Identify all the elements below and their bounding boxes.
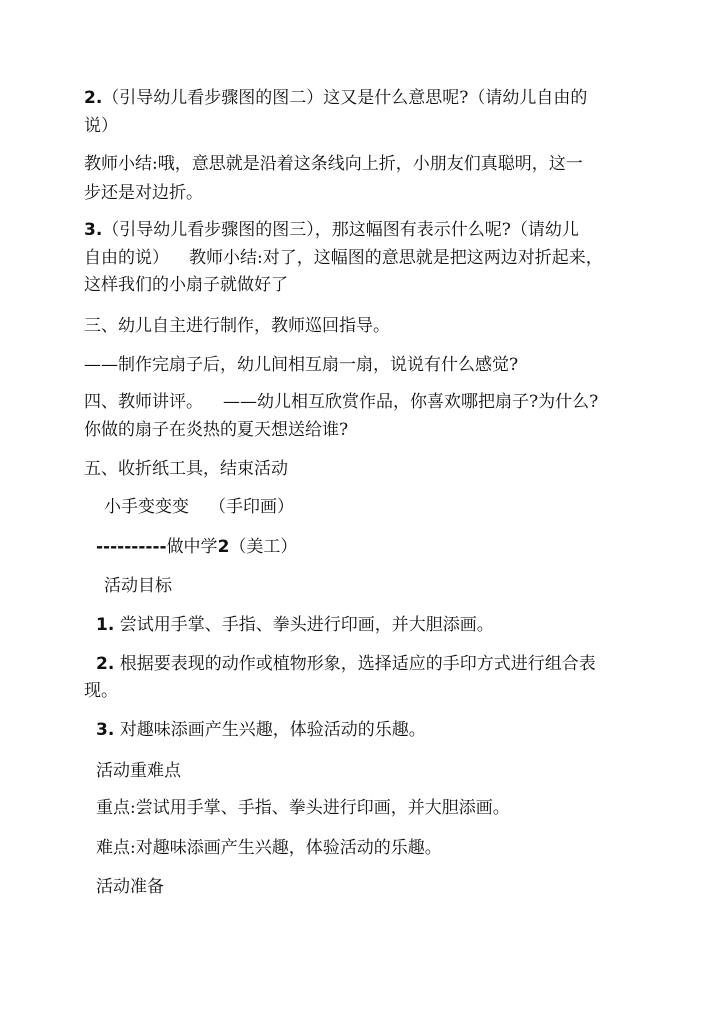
paragraph-step3-line1 xyxy=(84,219,664,241)
goal-number: 1. xyxy=(96,615,115,635)
difficult-point: 难点:对趣味添画产生兴趣，体验活动的乐趣。 xyxy=(96,838,442,858)
goal-1 xyxy=(96,614,676,636)
goal-2-line1 xyxy=(96,653,676,675)
paragraph-dash-note: ——制作完扇子后，幼儿间相互扇一扇，说说有什么感觉? xyxy=(84,355,519,375)
step-text: （引导幼儿看步骤图的图三），那这幅图有表示什么呢?（请幼儿 xyxy=(102,220,579,240)
paragraph-summary-line2: 步还是对边折。 xyxy=(84,183,203,203)
section-heading-3: 三、幼儿自主进行制作，教师巡回指导。 xyxy=(84,316,390,336)
activity-title-main: 小手变变变 xyxy=(104,497,189,517)
category-number: 2 xyxy=(217,537,230,557)
step-text-part2: 教师小结:对了，这幅图的意思就是把这两边对折起来， xyxy=(189,248,603,268)
goal-text: 对趣味添画产生兴趣，体验活动的乐趣。 xyxy=(119,720,426,740)
goal-number: 2. xyxy=(96,654,115,674)
heading-goals: 活动目标 xyxy=(104,576,172,596)
activity-title-sub: （手印画） xyxy=(209,497,294,517)
goal-2-line2: 现。 xyxy=(84,681,118,701)
paragraph-step2-line2: 说） xyxy=(84,116,118,136)
heading-key-points: 活动重难点 xyxy=(96,761,181,781)
section-heading-4-line2: 你做的扇子在炎热的夏天想送给谁? xyxy=(84,420,349,440)
key-point: 重点:尝试用手掌、手指、拳头进行印画，并大胆添画。 xyxy=(96,798,510,818)
dash-rule: ---------- xyxy=(96,537,167,557)
paragraph-summary-line1: 教师小结:哦，意思就是沿着这条线向上折，小朋友们真聪明，这一 xyxy=(84,154,583,174)
goal-text: 尝试用手掌、手指、拳头进行印画，并大胆添画。 xyxy=(119,615,494,635)
step-text-part1: 自由的说） xyxy=(84,248,169,268)
heading-continuation: ——幼儿相互欣赏作品，你喜欢哪把扇子?为什么? xyxy=(223,392,599,412)
goal-number: 3. xyxy=(96,720,115,740)
heading-preparation: 活动准备 xyxy=(96,877,164,897)
step-number: 3. xyxy=(84,220,103,240)
step-text: （引导幼儿看步骤图的图二）这又是什么意思呢?（请幼儿自由的 xyxy=(102,88,588,108)
activity-category xyxy=(96,536,676,558)
category-text: 做中学 xyxy=(166,537,218,557)
section-heading-4-line1 xyxy=(84,391,664,413)
section-heading-5: 五、收折纸工具，结束活动 xyxy=(84,459,288,479)
category-subject: （美工） xyxy=(229,537,298,557)
activity-title xyxy=(104,496,684,518)
heading-text: 四、教师讲评。 xyxy=(84,392,203,412)
goal-3 xyxy=(96,719,676,741)
goal-text: 根据要表现的动作或植物形象，选择适应的手印方式进行组合表 xyxy=(119,654,596,674)
step-number: 2. xyxy=(84,88,103,108)
paragraph-step3-line3: 这样我们的小扇子就做好了 xyxy=(84,275,288,295)
paragraph-step3-line2 xyxy=(84,247,664,269)
paragraph-step2-line1 xyxy=(84,87,664,109)
